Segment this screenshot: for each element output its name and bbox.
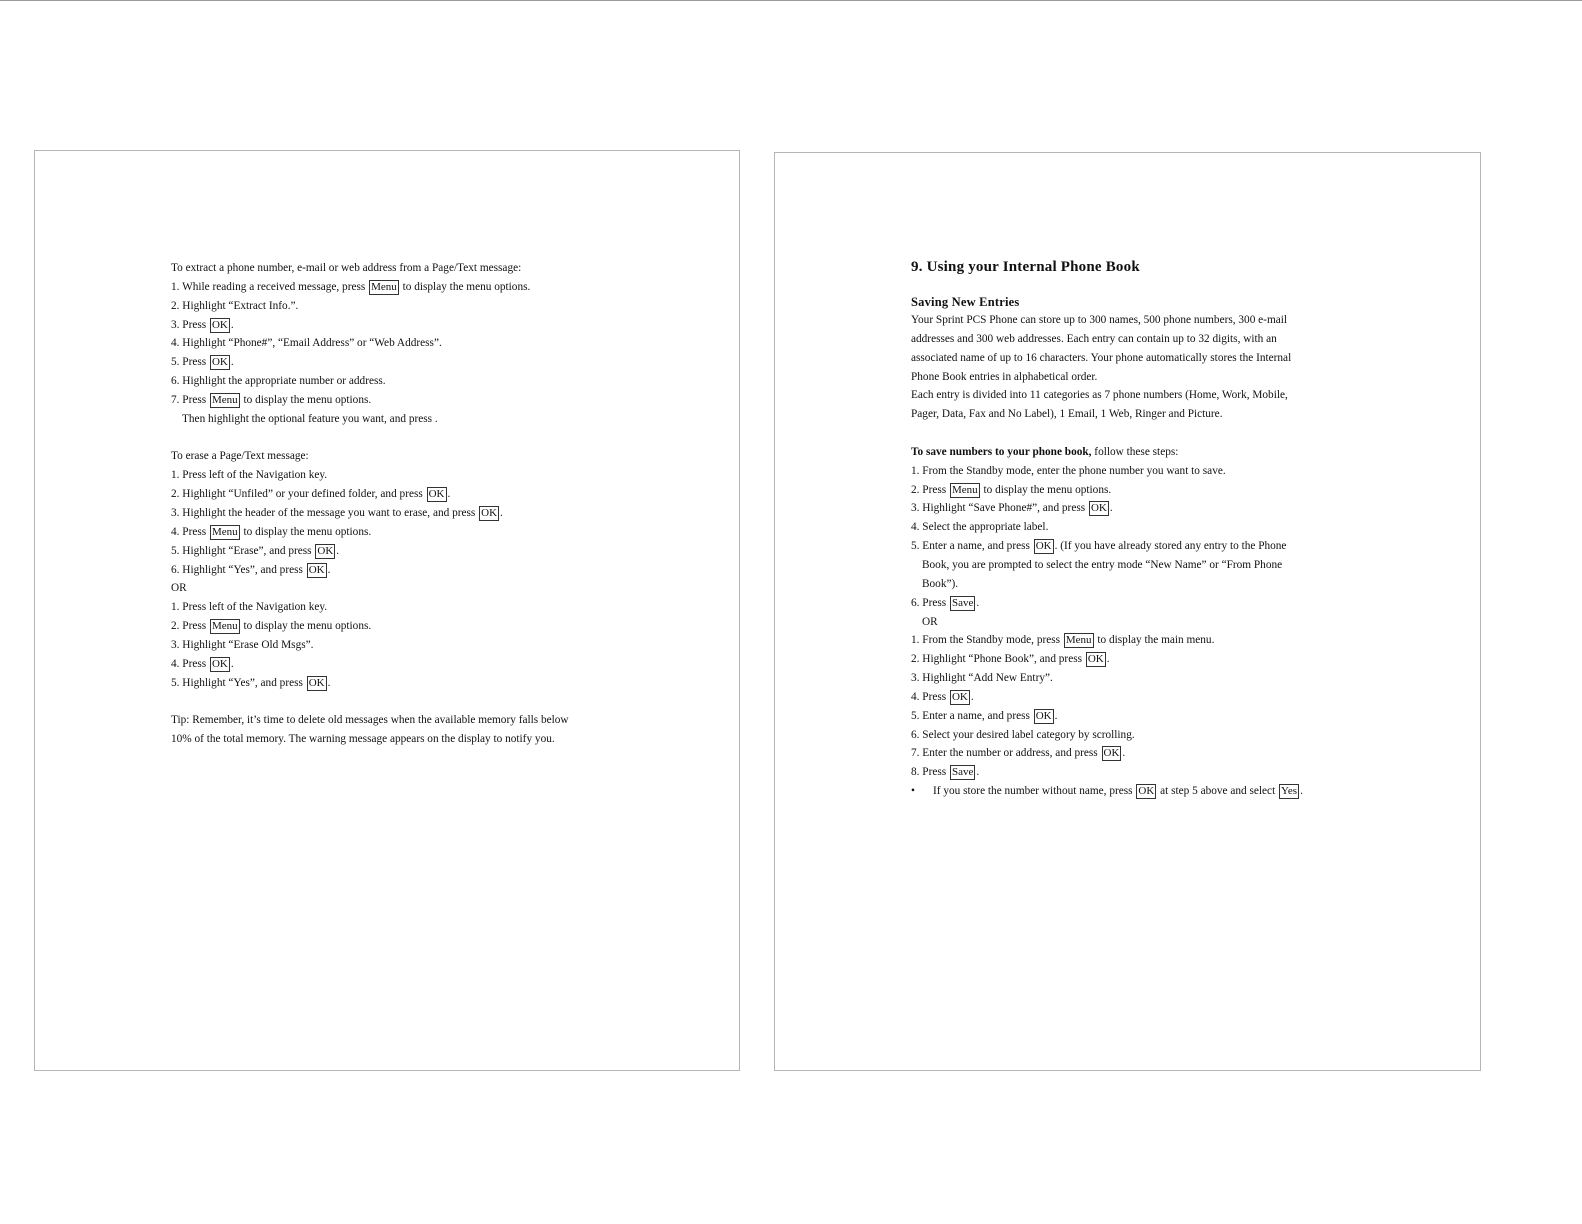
para1-line: addresses and 300 web addresses. Each entry can contain up to 32 digits, with an <box>911 332 1277 345</box>
save-step-5-cont: Book, you are prompted to select the entry mode “New Name” or “From Phone <box>922 558 1283 571</box>
tip-line-2: 10% of the total memory. The warning message appears on the display to notify you. <box>171 733 555 746</box>
ok-key: OK <box>211 657 228 670</box>
ok-key: OK <box>1087 653 1104 666</box>
ok-key: OK <box>1138 785 1155 798</box>
top-rule <box>0 0 1582 1</box>
extract-step-6: 6. Highlight the appropriate number or address. <box>171 375 386 388</box>
save-key: Save <box>951 766 974 779</box>
save-step-5: 5. Enter a name, and press OK . (If you have already stored any entry to the Phone <box>911 540 1287 553</box>
left-page <box>34 150 740 1071</box>
para1-line: Phone Book entries in alphabetical order. <box>911 370 1098 383</box>
section-title: Saving New Entries <box>911 295 1020 309</box>
menu-key: Menu <box>211 393 238 406</box>
or-separator: OR <box>171 582 187 595</box>
menu-key: Menu <box>1065 634 1092 647</box>
extract-step-3: 3. Press OK . <box>171 318 234 331</box>
save-intro: To save numbers to your phone book, follow these steps: <box>911 445 1179 458</box>
menu-key: Menu <box>951 483 978 496</box>
bullet-icon: • <box>911 785 915 798</box>
para1-line: associated name of up to 16 characters. Your phone automatically stores the Internal <box>911 351 1292 364</box>
extract-step-7: 7. Press Menu to display the menu options. <box>171 393 372 406</box>
save-key: Save <box>951 596 974 609</box>
extract-step-5: 5. Press OK . <box>171 356 234 369</box>
menu-key: Menu <box>211 525 238 538</box>
extract-step-7-cont: Then highlight the optional feature you want, and press . <box>182 412 438 425</box>
save-alt-step-8: 8. Press Save . <box>911 766 980 779</box>
save-alt-step-7: 7. Enter the number or address, and press OK . <box>911 747 1126 760</box>
save-step-5-cont: Book”). <box>922 577 959 590</box>
para2-line: Each entry is divided into 11 categories as 7 phone numbers (Home, Work, Mobile, <box>911 389 1288 402</box>
erase-alt-step-4: 4. Press OK . <box>171 657 234 670</box>
bullet-note: • If you store the number without name, press OK at step 5 above and select Yes . <box>911 782 1381 801</box>
save-alt-step-3: 3. Highlight “Add New Entry”. <box>911 672 1053 685</box>
ok-key: OK <box>211 318 228 331</box>
spacer <box>171 429 641 448</box>
erase-alt-step-3: 3. Highlight “Erase Old Msgs”. <box>171 638 314 651</box>
right-page <box>774 152 1481 1071</box>
ok-key: OK <box>481 506 498 519</box>
yes-key: Yes <box>1281 785 1298 798</box>
spacer <box>171 692 641 711</box>
or-separator: OR <box>922 615 938 628</box>
spacer <box>911 424 1381 443</box>
erase-step-6: 6. Highlight “Yes”, and press OK . <box>171 563 331 576</box>
ok-key: OK <box>211 356 228 369</box>
save-step-3: 3. Highlight “Save Phone#”, and press OK . <box>911 502 1113 515</box>
erase-step-5: 5. Highlight “Erase”, and press OK . <box>171 544 340 557</box>
save-alt-step-1: 1. From the Standby mode, press Menu to display the main menu. <box>911 634 1215 647</box>
ok-key: OK <box>1035 709 1052 722</box>
save-step-1: 1. From the Standby mode, enter the phone number you want to save. <box>911 464 1226 477</box>
save-step-4: 4. Select the appropriate label. <box>911 521 1049 534</box>
ok-key: OK <box>308 676 325 689</box>
ok-key: OK <box>308 563 325 576</box>
erase-step-2: 2. Highlight “Unfiled” or your defined folder, and press OK . <box>171 488 451 501</box>
ok-key: OK <box>317 544 334 557</box>
save-step-6: 6. Press Save . <box>911 596 980 609</box>
ok-key: OK <box>428 488 445 501</box>
erase-intro: To erase a Page/Text message: <box>171 450 309 463</box>
erase-alt-step-5: 5. Highlight “Yes”, and press OK . <box>171 676 331 689</box>
erase-alt-step-1: 1. Press left of the Navigation key. <box>171 601 328 614</box>
extract-intro: To extract a phone number, e-mail or web address from a Page/Text message: <box>171 262 522 274</box>
ok-key: OK <box>1103 747 1120 760</box>
erase-step-3: 3. Highlight the header of the message you want to erase, and press OK . <box>171 506 503 519</box>
right-page-content <box>911 257 1381 801</box>
para2-line: Pager, Data, Fax and No Label), 1 Email, 1 Web, Ringer and Picture. <box>911 408 1223 421</box>
ok-key: OK <box>1035 540 1052 553</box>
save-step-2: 2. Press Menu to display the menu options. <box>911 483 1112 496</box>
tip-line-1: Tip: Remember, it’s time to delete old messages when the available memory falls below <box>171 714 569 727</box>
extract-step-4: 4. Highlight “Phone#”, “Email Address” or “Web Address”. <box>171 337 442 350</box>
left-page-content <box>171 259 641 749</box>
ok-key: OK <box>951 690 968 703</box>
save-alt-step-5: 5. Enter a name, and press OK . <box>911 709 1058 722</box>
erase-step-1: 1. Press left of the Navigation key. <box>171 469 328 482</box>
menu-key: Menu <box>211 620 238 633</box>
menu-key: Menu <box>371 280 397 293</box>
save-alt-step-4: 4. Press OK . <box>911 690 974 703</box>
chapter-title: 9. Using your Internal Phone Book <box>911 259 1140 275</box>
erase-alt-step-2: 2. Press Menu to display the menu options. <box>171 620 372 633</box>
extract-step-2: 2. Highlight “Extract Info.”. <box>171 299 299 312</box>
save-alt-step-6: 6. Select your desired label category by scrolling. <box>911 728 1135 741</box>
ok-key: OK <box>1090 502 1107 515</box>
erase-step-4: 4. Press Menu to display the menu options. <box>171 525 372 538</box>
para1-line: Your Sprint PCS Phone can store up to 300 names, 500 phone numbers, 300 e-mail <box>911 314 1288 326</box>
save-alt-step-2: 2. Highlight “Phone Book”, and press OK . <box>911 653 1110 666</box>
extract-step-1: 1. While reading a received message, press Menu to display the menu options. <box>171 280 531 293</box>
